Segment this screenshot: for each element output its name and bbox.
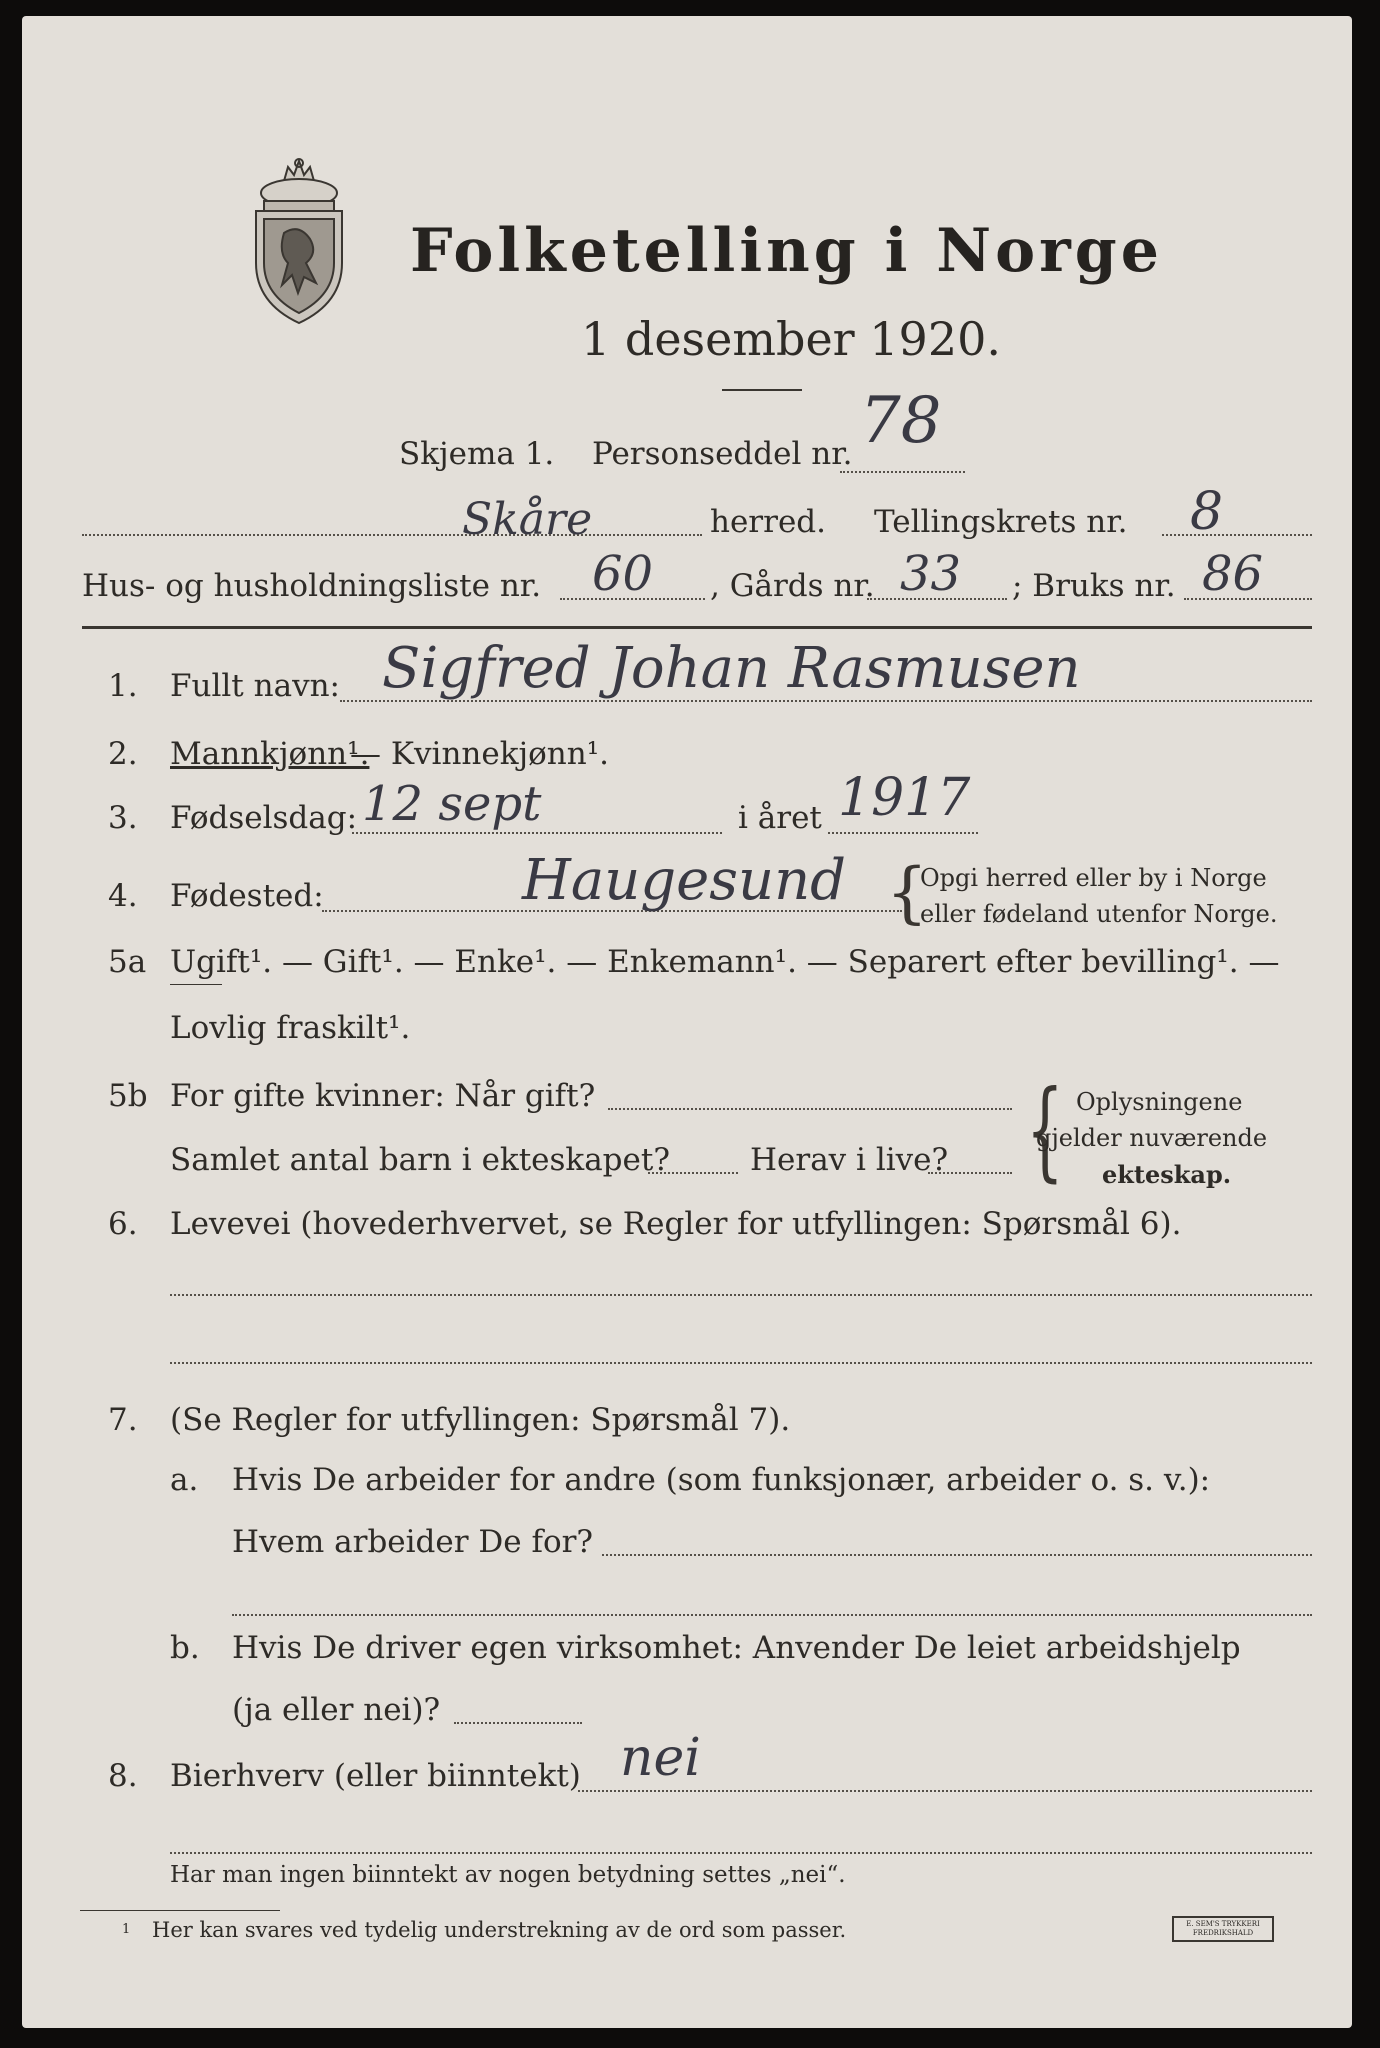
occupation-line-1[interactable] bbox=[170, 1294, 1312, 1296]
herred-value[interactable]: Skåre bbox=[462, 494, 593, 545]
birthplace-value[interactable]: Haugesund bbox=[522, 848, 846, 913]
occupation-label: Levevei (hovederhvervet, se Regler for utfyllingen: Spørsmål 6). bbox=[170, 1206, 1182, 1242]
bruks-label: ; Bruks nr. bbox=[1012, 568, 1176, 604]
printer-line1: E. SEM'S TRYKKERI bbox=[1186, 1920, 1260, 1928]
marital-status-options[interactable]: Ugift¹. — Gift¹. — Enke¹. — Enkemann¹. — Separert efter bevilling¹. — bbox=[170, 944, 1280, 980]
marital-status-divorced-option[interactable]: Lovlig fraskilt¹. bbox=[170, 1010, 411, 1046]
herred-label: herred. bbox=[710, 504, 826, 540]
gards-label: , Gårds nr. bbox=[710, 568, 875, 604]
printer-line2: FREDRIKSHALD bbox=[1192, 1929, 1254, 1937]
q7a-label: Hvis De arbeider for andre (som funksjonær, arbeider o. s. v.): bbox=[232, 1462, 1211, 1498]
side-income-value[interactable]: nei bbox=[620, 1728, 701, 1788]
footnote-text: Her kan svares ved tydelig understrekning av de ord som passer. bbox=[152, 1918, 847, 1942]
q7b-label: Hvis De driver egen virksomhet: Anvender De leiet arbeidshjelp bbox=[232, 1630, 1241, 1666]
marriage-note-brace: { bbox=[1026, 1068, 1064, 1193]
birthplace-note-line2: eller fødeland utenfor Norge. bbox=[920, 900, 1278, 928]
children-count-line bbox=[648, 1172, 738, 1174]
footnote-mark: 1 bbox=[122, 1922, 131, 1937]
children-alive-label: Herav i live? bbox=[750, 1142, 949, 1178]
census-form-sheet bbox=[22, 16, 1352, 2028]
q5a-number: 5a bbox=[108, 944, 147, 980]
employer-line-1[interactable] bbox=[602, 1554, 1312, 1556]
occupation-line-2[interactable] bbox=[170, 1362, 1312, 1364]
footnote-rule bbox=[80, 1910, 280, 1911]
side-income-line bbox=[578, 1790, 1312, 1792]
q7-number: 7. bbox=[108, 1402, 138, 1438]
q3-label: Fødselsdag: bbox=[170, 800, 358, 836]
birth-year-value[interactable]: 1917 bbox=[838, 768, 971, 828]
q4-number: 4. bbox=[108, 878, 138, 914]
marriage-note-line1: Oplysningene bbox=[1076, 1088, 1243, 1116]
side-income-label: Bierhverv (eller biinntekt) bbox=[170, 1758, 581, 1794]
side-income-note: Har man ingen biinntekt av nogen betydning settes „nei“. bbox=[170, 1862, 846, 1888]
tellingskrets-line bbox=[1162, 534, 1312, 536]
q8-number: 8. bbox=[108, 1758, 138, 1794]
children-alive-line bbox=[928, 1172, 1012, 1174]
ugift-underline bbox=[170, 984, 222, 985]
gender-male-option[interactable]: Mannkjønn¹. bbox=[170, 736, 370, 772]
employer-label: Hvem arbeider De for? bbox=[232, 1524, 594, 1560]
birthplace-note-brace: { bbox=[886, 854, 928, 931]
birth-year-label: i året bbox=[738, 800, 822, 836]
household-list-label: Hus- og husholdningsliste nr. bbox=[82, 568, 542, 604]
employer-line-2[interactable] bbox=[232, 1614, 1312, 1616]
bruks-value[interactable]: 86 bbox=[1202, 546, 1264, 602]
hired-help-label: (ja eller nei)? bbox=[232, 1692, 441, 1728]
personseddel-value[interactable]: 78 bbox=[860, 384, 942, 458]
gender-female-option[interactable]: — Kvinnekjønn¹. bbox=[350, 736, 609, 772]
birthplace-note-line1: Opgi herred eller by i Norge bbox=[920, 864, 1267, 892]
household-list-value[interactable]: 60 bbox=[592, 546, 654, 602]
q7a-letter: a. bbox=[170, 1462, 199, 1498]
tellingskrets-label: Tellingskrets nr. bbox=[874, 504, 1128, 540]
q1-label: Fullt navn: bbox=[170, 668, 340, 704]
married-when-line bbox=[608, 1108, 1012, 1110]
personseddel-label: Personseddel nr. bbox=[592, 436, 853, 472]
census-date: 1 desember 1920. bbox=[581, 312, 1001, 366]
q5b-number: 5b bbox=[108, 1078, 148, 1114]
tellingskrets-value[interactable]: 8 bbox=[1190, 482, 1224, 542]
coat-of-arms-icon bbox=[244, 153, 354, 328]
birthday-value[interactable]: 12 sept bbox=[362, 776, 542, 832]
skjema-label: Skjema 1. bbox=[399, 436, 555, 472]
title-divider bbox=[722, 389, 802, 391]
q7b-letter: b. bbox=[170, 1630, 200, 1666]
q7-label: (Se Regler for utfyllingen: Spørsmål 7). bbox=[170, 1402, 791, 1438]
birthday-line bbox=[352, 832, 722, 834]
form-title: Folketelling i Norge bbox=[410, 216, 1163, 286]
hired-help-line[interactable] bbox=[454, 1722, 582, 1724]
side-income-line-2[interactable] bbox=[170, 1852, 1312, 1854]
q6-number: 6. bbox=[108, 1206, 138, 1242]
full-name-value[interactable]: Sigfred Johan Rasmusen bbox=[382, 636, 1081, 701]
q3-number: 3. bbox=[108, 800, 138, 836]
birth-year-line bbox=[828, 832, 978, 834]
personseddel-line bbox=[840, 471, 965, 473]
married-when-label: For gifte kvinner: Når gift? bbox=[170, 1078, 596, 1114]
marriage-note-line2: gjelder nuværende bbox=[1036, 1124, 1268, 1152]
herred-line bbox=[82, 534, 702, 536]
q4-label: Fødested: bbox=[170, 878, 324, 914]
printer-mark bbox=[1172, 1916, 1274, 1942]
children-count-label: Samlet antal barn i ekteskapet? bbox=[170, 1142, 670, 1178]
marriage-note-line3: ekteskap. bbox=[1102, 1160, 1232, 1189]
header-separator bbox=[82, 626, 1312, 629]
q1-number: 1. bbox=[108, 668, 138, 704]
gards-value[interactable]: 33 bbox=[900, 546, 962, 602]
q2-number: 2. bbox=[108, 736, 138, 772]
